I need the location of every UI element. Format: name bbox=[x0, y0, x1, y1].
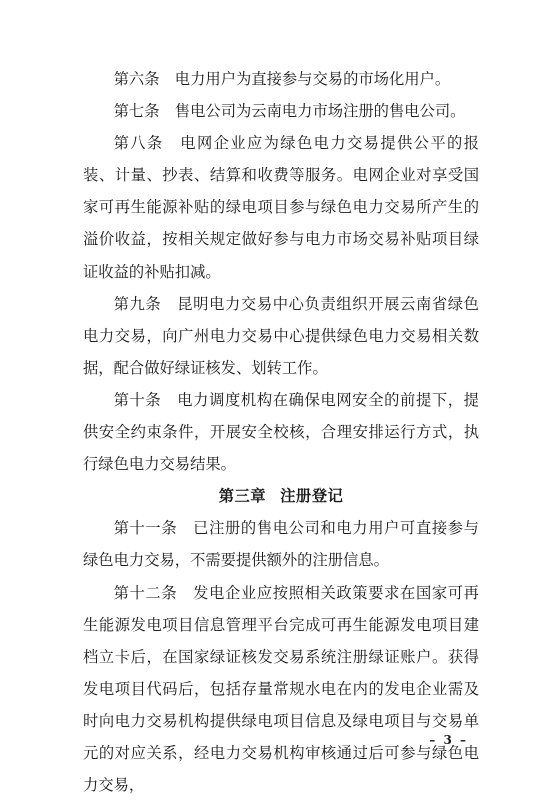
article-6 bbox=[83, 63, 479, 95]
article-text: 电力调度机构在确保电网安全的前提下，提供安全约束条件，开展安全校核，合理安排运行方式，执行绿色电力交易结果。 bbox=[83, 391, 479, 473]
article-text: 电网企业应为绿色电力交易提供公平的报装、计量、抄表、结算和收费等服务。电网企业对享受国家可再生能源补贴的绿电项目参与绿色电力交易所产生的溢价收益，按相关规定做好参与电力市场交易补贴项目绿证收益的补贴扣减。 bbox=[83, 134, 479, 280]
article-8 bbox=[83, 127, 479, 287]
article-number: 第九条 bbox=[114, 295, 162, 313]
article-text: 售电公司为云南电力市场注册的售电公司。 bbox=[175, 102, 466, 120]
article-number: 第十条 bbox=[114, 391, 162, 409]
article-text: 已注册的售电公司和电力用户可直接参与绿色电力交易，不需要提供额外的注册信息。 bbox=[83, 519, 479, 569]
article-number: 第六条 bbox=[114, 70, 160, 88]
article-9 bbox=[83, 288, 479, 384]
article-10 bbox=[83, 384, 479, 480]
page-number: – 3 – bbox=[429, 733, 468, 747]
article-7 bbox=[83, 95, 479, 127]
chapter-heading bbox=[83, 480, 479, 512]
article-number: 第十一条 bbox=[114, 519, 178, 537]
article-text: 发电企业应按照相关政策要求在国家可再生能源发电项目信息管理平台完成可再生能源发电项目建档立卡后，在国家绿证核发交易系统注册绿证账户。获得发电项目代码后，包括存量常规水电在内的发电企业需及时向电力交易机构提供绿电项目信息及绿电项目与交易单元的对应关系，经电力交易机构审核通过后可参与绿色电力交易， bbox=[83, 584, 479, 795]
article-12 bbox=[83, 577, 479, 801]
article-11 bbox=[83, 512, 479, 576]
chapter-title: 注册登记 bbox=[280, 487, 343, 505]
chapter-number: 第三章 bbox=[219, 487, 266, 505]
article-text: 电力用户为直接参与交易的市场化用户。 bbox=[175, 70, 450, 88]
article-text: 昆明电力交易中心负责组织开展云南省绿色电力交易，向广州电力交易中心提供绿色电力交易相关数据，配合做好绿证核发、划转工作。 bbox=[83, 295, 479, 377]
article-number: 第八条 bbox=[114, 134, 164, 152]
article-number: 第十二条 bbox=[114, 584, 178, 602]
article-number: 第七条 bbox=[114, 102, 160, 120]
document-body bbox=[83, 63, 479, 801]
